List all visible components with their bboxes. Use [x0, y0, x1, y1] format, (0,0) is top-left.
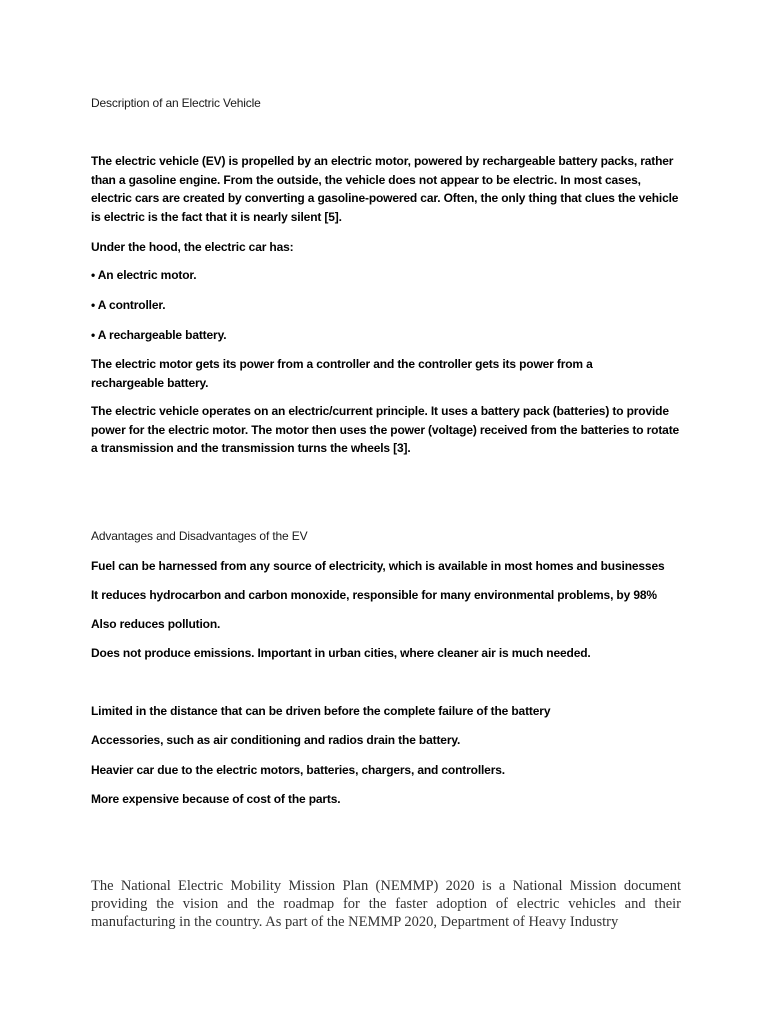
disadvantage-item: Heavier car due to the electric motors, batteries, chargers, and controllers.: [91, 763, 505, 777]
intro-paragraph: The electric vehicle (EV) is propelled by an electric motor, powered by rechargeable battery packs, rather than a gasoline engine. From the outside, the vehicle does not appear to be electric. In most cases, electric cars are created by converting a gasoline-powered car. Often, the only thing that clues the vehicle is electric is the fact that it is nearly silent [5].: [91, 154, 679, 224]
power-paragraph: The electric motor gets its power from a controller and the controller gets its power from a rechargeable battery.: [91, 357, 593, 390]
hood-heading: Under the hood, the electric car has:: [91, 240, 294, 254]
disadvantage-item: Limited in the distance that can be driven before the complete failure of the battery: [91, 704, 551, 718]
bullet-item: • A controller.: [91, 298, 166, 312]
bullet-item: • A rechargeable battery.: [91, 328, 227, 342]
advantage-item: It reduces hydrocarbon and carbon monoxide, responsible for many environmental problems, by 98%: [91, 588, 657, 602]
principle-paragraph: The electric vehicle operates on an electric/current principle. It uses a battery pack (batteries) to provide power for the electric motor. The motor then uses the power (voltage) received from the batteries to rotate a transmission and the transmission turns the wheels [3].: [91, 404, 680, 455]
advantage-item: Does not produce emissions. Important in urban cities, where cleaner air is much needed.: [91, 646, 591, 660]
document-title: Description of an Electric Vehicle: [91, 96, 261, 110]
advantage-item: Fuel can be harnessed from any source of electricity, which is available in most homes and businesses: [91, 559, 665, 573]
disadvantage-item: More expensive because of cost of the parts.: [91, 792, 341, 806]
nemmp-paragraph: The National Electric Mobility Mission Plan (NEMMP) 2020 is a National Mission document providing the vision and the roadmap for the faster adoption of electric vehicles and their manufacturing in the country. As part of the NEMMP 2020, Department of Heavy Industry: [91, 878, 681, 930]
advantages-heading: Advantages and Disadvantages of the EV: [91, 529, 308, 543]
disadvantage-item: Accessories, such as air conditioning and radios drain the battery.: [91, 733, 461, 747]
advantage-item: Also reduces pollution.: [91, 617, 221, 631]
bullet-item: • An electric motor.: [91, 268, 197, 282]
